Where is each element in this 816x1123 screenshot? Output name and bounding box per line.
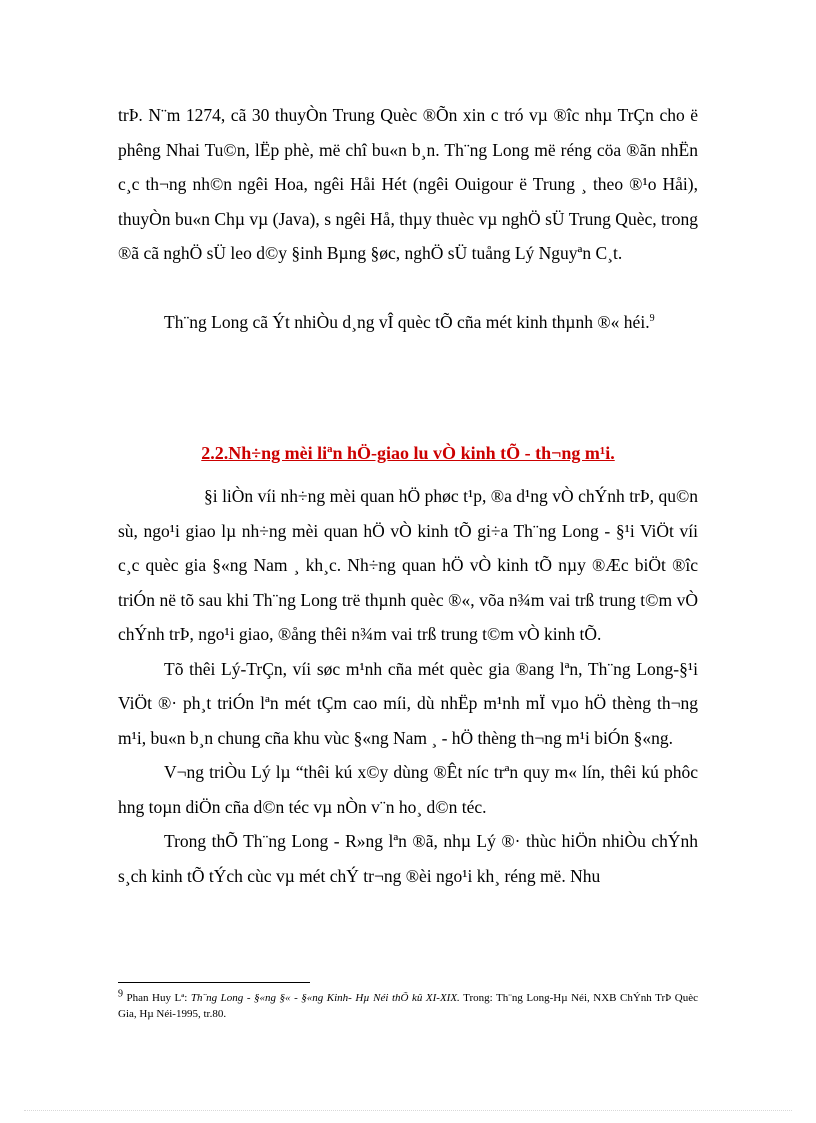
section-body [118,479,698,893]
paragraph-trade-visitors [118,98,698,271]
paragraph-4-text: Tõ thêi Lý-TrÇn, víi søc m¹nh cña mét quèc gia ®ang lªn, Th¨ng Long-§¹i ViÖt ®· ph¸t triÓn lªn mét tÇm cao míi, dù nhËp m¹nh mÏ vµo hÖ thèng th¬ng m¹i, bu«n b¸n chung cña khu vùc §«ng Nam ¸ - hÖ thèng th¬ng m¹i biÓn §«ng. [118,658,698,748]
paragraph-international-capital [118,305,698,340]
paragraph-1-text: trÞ. N¨m 1274, cã 30 thuyÒn Trung Quèc ®Õn xin c tró vµ ®îc nhµ TrÇn cho ë phêng Nhai Tu©n, lËp phè, më chî bu«n b¸n. Th¨ng Long më réng cöa ®ãn nhËn c¸c th¬ng nh©n ngêi Hoa, ngêi Håi Hét (ngêi Ouigour ë Trung ¸ theo ®¹o Håi), thuyÒn bu«n Chµ vµ (Java), s ngêi Hå, thµy thuèc vµ nghÖ sÜ Trung Quèc, trong ®ã cã nghÖ sÜ leo d©y §inh Bµng §øc, nghÖ sÜ tuång Lý Nguyªn C¸t. [118,105,698,263]
paragraph-5-text: V¬ng triÒu Lý lµ “thêi kú x©y dùng ®Êt níc trªn quy m« lín, thêi kú phôc hng toµn diÖn cña d©n téc vµ nÒn v¨n ho¸ d©n téc. [118,762,698,817]
footnote-marker: 9 [118,988,123,1000]
footnote-publication: Trong: Th¨ng Long-Hµ Néi, NXB ChÝnh TrÞ Quèc Gia, Hµ Néi-1995, tr.80. [118,992,698,1020]
paragraph-3-text: §i liÒn víi nh÷ng mèi quan hÖ phøc t¹p, ®a d¹ng vÒ chÝnh trÞ, qu©n sù, ngo¹i giao lµ nh÷ng mèi quan hÖ vÒ kinh tÕ gi÷a Th¨ng Long - §¹i ViÖt víi c¸c quèc gia §«ng Nam ¸ kh¸c. Nh÷ng quan hÖ vÒ kinh tÕ nµy ®Æc biÖt ®îc triÓn në tõ sau khi Th¨ng Long trë thµnh quèc ®«, võa n¾m vai trß trung t©m vÒ chÝnh trÞ, ngo¹i giao, ®ång thêi n¾m vai trß trung t©m vÒ kinh tÕ. [118,486,698,644]
footnote-title: Th¨ng Long - §«ng §« - §«ng Kinh- Hµ Néi thÕ kû XI-XIX. [190,992,460,1004]
paragraph-6-text: Trong thÕ Th¨ng Long - R»ng lªn ®ã, nhµ Lý ®· thùc hiÖn nhiÒu chÝnh s¸ch kinh tÕ tÝch cùc vµ mét chÝ tr¬ng ®èi ngo¹i kh¸ réng më. Nhu [118,831,698,886]
section-heading: 2.2.Nh÷ng mèi liªn hÖ-giao lu vÒ kinh tÕ - th¬ng m¹i. [201,443,615,463]
footnote-reference[interactable]: 9 [649,313,655,325]
footnote [118,990,698,1022]
footnote-author: Phan Huy Lª: [126,992,188,1004]
footnote-separator [118,982,310,983]
page-edge-divider [24,1110,792,1111]
paragraph-2-text: Th¨ng Long cã Ýt nhiÒu d¸ng vÎ quèc tÕ cña mét kinh thµnh ®« héi. [164,312,650,332]
